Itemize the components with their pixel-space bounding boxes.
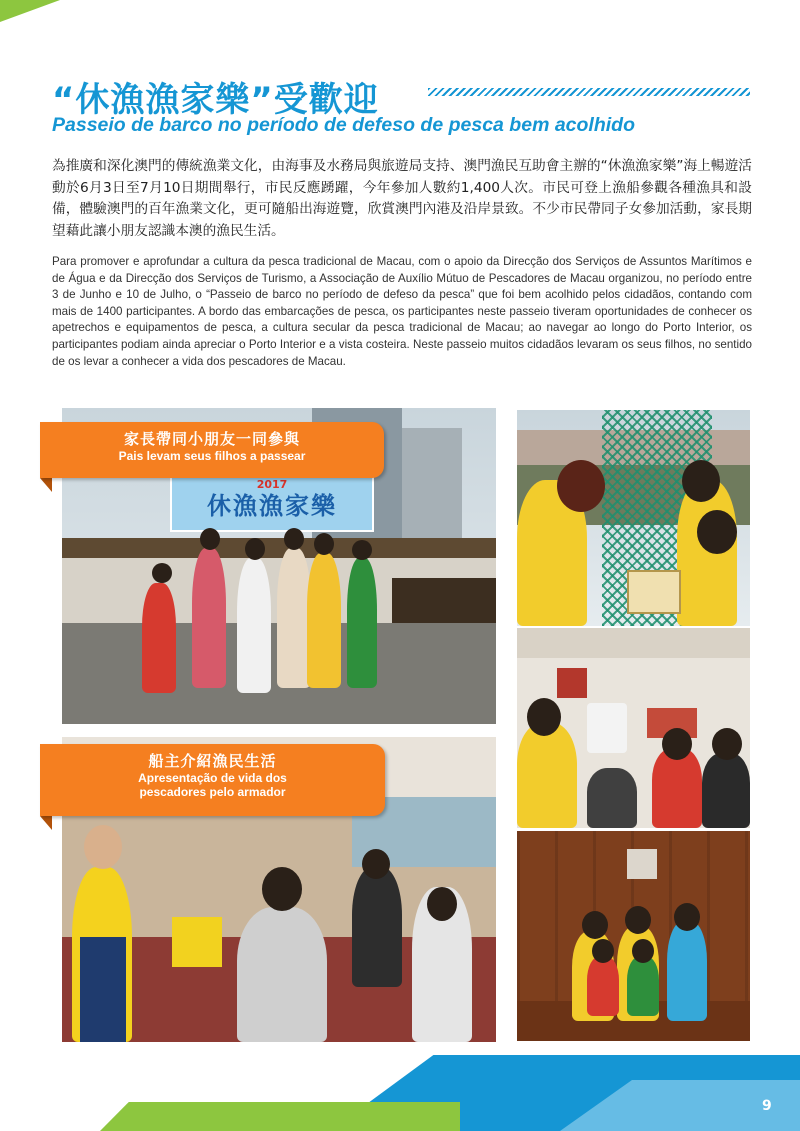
article-title-chinese: “休漁漁家樂”受歡迎 <box>52 80 379 120</box>
page-number: 9 <box>762 1098 772 1114</box>
body-text-chinese: 為推廣和深化澳門的傳統漁業文化，由海事及水務局與旅遊局支持、澳門漁民互助會主辦的“休漁漁家樂”海上暢遊活動於6月3日至7月10日期間舉行，市民反應踴躍，今年參加人數約1,400人次。市民可登上漁船參觀各種漁具和設備，體驗澳門的百年漁業文化，更可隨船出海遊覽，欣賞澳門內港及沿岸景致。不少市民帶同子女參加活動，家長期望藉此讓小朋友認識本澳的漁民生活。 <box>52 158 752 239</box>
caption-captain-portuguese-line2: pescadores pelo armador <box>139 785 286 799</box>
photo-children-cabin <box>517 831 750 1041</box>
caption-captain-chinese: 船主介紹漁民生活 <box>148 752 277 770</box>
article-title-portuguese: Passeio de barco no período de defeso de pesca bem acolhido <box>52 114 635 136</box>
corner-decoration <box>0 0 60 22</box>
caption-captain-portuguese-line1: Apresentação de vida dos <box>138 771 287 785</box>
event-banner-text: 休漁漁家樂 <box>207 492 337 520</box>
photo-fishing-net <box>517 410 750 626</box>
caption-captain <box>40 744 385 816</box>
footer-stripe-green <box>100 1102 460 1131</box>
caption-family-portuguese: Pais levam seus filhos a passear <box>118 449 306 463</box>
event-banner-year: 2017 <box>256 478 288 491</box>
photo-cabin-passengers <box>517 628 750 828</box>
event-banner-sign <box>170 476 374 532</box>
title-hatched-rule <box>428 88 750 96</box>
caption-fold-captain <box>40 816 52 830</box>
caption-fold-family <box>40 478 52 492</box>
caption-family <box>40 422 384 478</box>
body-text-portuguese: Para promover e aprofundar a cultura da pesca tradicional de Macau, com o apoio da Direcção dos Serviços de Assuntos Marítimos e de Água e da Direcção dos Serviços de Turismo, a Associação de Auxílio Mútuo de Pescadores de Macau organizou, no período entre 3 de Junho e 10 de Julho, o “Passeio de barco no período de defeso da pesca” que foi bem acolhido pelos cidadãos, contando com mais de 1400 participantes. A bordo das embarcações de pesca, os participantes neste passeio tiveram oportunidades de conhecer os apetrechos e equipamentos de pesca, a cultura secular da pesca tradicional de Macau; ao navegar ao longo do Porto Interior, os participantes podiam ainda apreciar o Porto Interior e a vista costeira. Neste passeio muitos cidadãos levaram os seus filhos, no sentido de os levar a conhecer a vida dos pescadores de Macau. <box>52 255 752 368</box>
caption-family-chinese: 家長帶同小朋友一同參與 <box>123 430 300 448</box>
